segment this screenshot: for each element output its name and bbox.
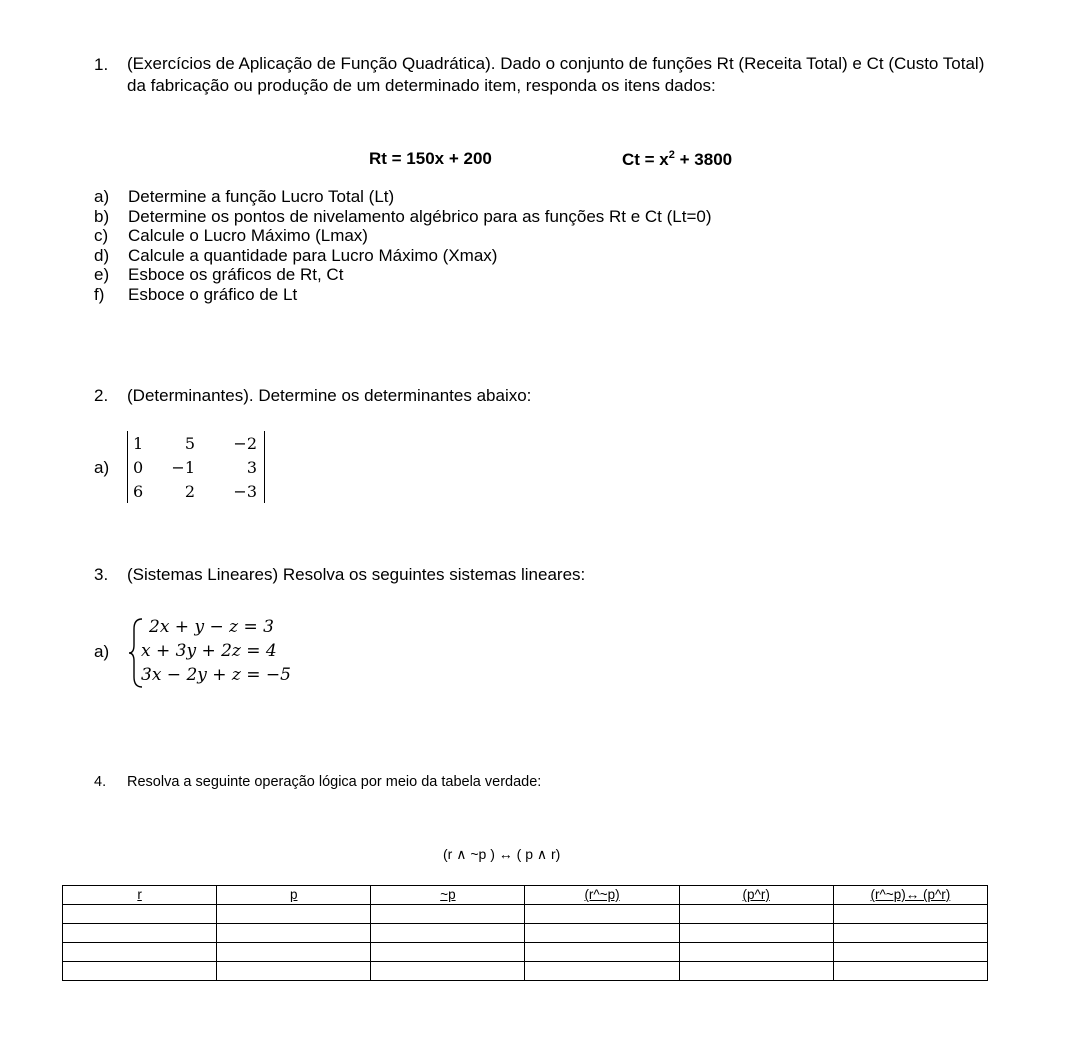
table-row — [63, 962, 988, 981]
question-1-item-f — [94, 285, 712, 305]
item-text: Determine os pontos de nivelamento algébrico para as funções Rt e Ct (Lt=0) — [128, 206, 712, 226]
matrix-row — [131, 455, 257, 479]
table-cell — [525, 905, 679, 924]
question-3-number: 3. — [94, 565, 109, 584]
table-cell — [217, 943, 371, 962]
item-label: d) — [94, 245, 110, 265]
formula-ct-exponent: 2 — [668, 149, 675, 161]
table-cell — [679, 905, 833, 924]
item-label: c) — [94, 226, 109, 245]
truth-table-header: p — [217, 886, 371, 905]
question-4-number: 4. — [94, 774, 107, 790]
truth-table-header: (p^r) — [679, 886, 833, 905]
question-1-item-a — [94, 187, 712, 207]
matrix-cell: 6 — [133, 481, 144, 501]
truth-table-header: (r^~p)↔ (p^r) — [833, 886, 987, 905]
table-cell — [679, 962, 833, 981]
table-cell — [217, 905, 371, 924]
table-cell — [217, 962, 371, 981]
item-text: Determine a função Lucro Total (Lt) — [128, 187, 395, 206]
system-equation-2: x + 3y + 2z = 4 — [141, 641, 277, 661]
truth-table-header: (r^~p) — [525, 886, 679, 905]
table-cell — [833, 924, 987, 943]
determinant-matrix — [127, 431, 265, 503]
truth-table — [62, 885, 988, 981]
matrix-cell: 2 — [184, 481, 195, 501]
formula-ct-tail: + 3800 — [674, 150, 733, 169]
logic-expression: (r ∧ ~p ) ↔ ( p ∧ r) — [443, 846, 561, 862]
matrix-cell: −3 — [233, 481, 257, 501]
table-cell — [371, 924, 525, 943]
table-cell — [217, 924, 371, 943]
table-cell — [63, 943, 217, 962]
table-row — [63, 905, 988, 924]
truth-table-header: ~p — [371, 886, 525, 905]
matrix-cell: −1 — [171, 457, 195, 477]
table-cell — [833, 943, 987, 962]
table-cell — [525, 943, 679, 962]
matrix-cell: 5 — [184, 433, 195, 453]
system-equation-3: 3x − 2y + z = −5 — [141, 665, 291, 685]
matrix-cell: 1 — [133, 433, 144, 453]
item-text: Esboce os gráficos de Rt, Ct — [128, 265, 344, 284]
table-row — [63, 924, 988, 943]
table-cell — [63, 962, 217, 981]
table-cell — [371, 905, 525, 924]
item-text: Calcule a quantidade para Lucro Máximo (Xmax) — [128, 245, 498, 265]
question-1-item-d — [94, 246, 712, 266]
table-cell — [679, 943, 833, 962]
system-equation-1: 2x + y − z = 3 — [149, 617, 274, 637]
formula-ct-base: Ct = x — [622, 150, 669, 169]
matrix-cell: 3 — [246, 457, 257, 477]
question-2-text: (Determinantes). Determine os determinantes abaixo: — [127, 386, 532, 405]
item-label: b) — [94, 206, 110, 226]
table-cell — [525, 962, 679, 981]
question-1-number: 1. — [94, 55, 109, 74]
item-text: Esboce o gráfico de Lt — [128, 284, 298, 304]
table-cell — [63, 905, 217, 924]
table-row — [63, 943, 988, 962]
table-cell — [525, 924, 679, 943]
question-1-items — [94, 187, 712, 304]
question-4-text: Resolva a seguinte operação lógica por meio da tabela verdade: — [127, 774, 542, 790]
table-cell — [833, 962, 987, 981]
question-1-item-e — [94, 265, 712, 285]
table-cell — [679, 924, 833, 943]
table-cell — [371, 943, 525, 962]
table-cell — [371, 962, 525, 981]
question-2-item-label: a) — [94, 458, 110, 477]
table-cell — [833, 905, 987, 924]
matrix-row — [131, 431, 257, 455]
question-1-text: (Exercícios de Aplicação de Função Quadrática). Dado o conjunto de funções Rt (Receita Total) e Ct (Custo Total) da fabricação ou produção de um determinado item, responda os itens dados: — [127, 54, 985, 95]
matrix-cell: 0 — [133, 457, 144, 477]
question-2-number: 2. — [94, 386, 109, 405]
formula-rt: Rt = 150x + 200 — [369, 149, 492, 168]
item-label: a) — [94, 187, 110, 206]
item-label: e) — [94, 265, 110, 284]
item-text: Calcule o Lucro Máximo (Lmax) — [128, 226, 368, 245]
table-cell — [63, 924, 217, 943]
formula-ct — [622, 149, 732, 170]
matrix-cell: −2 — [233, 433, 257, 453]
truth-table-header: r — [63, 886, 217, 905]
question-1-item-c — [94, 226, 712, 246]
question-3-item-label: a) — [94, 642, 110, 661]
question-3-text: (Sistemas Lineares) Resolva os seguintes sistemas lineares: — [127, 565, 586, 584]
matrix-row — [131, 479, 257, 503]
truth-table-header-row — [63, 886, 988, 905]
item-label: f) — [94, 284, 105, 304]
question-1-item-b — [94, 207, 712, 227]
